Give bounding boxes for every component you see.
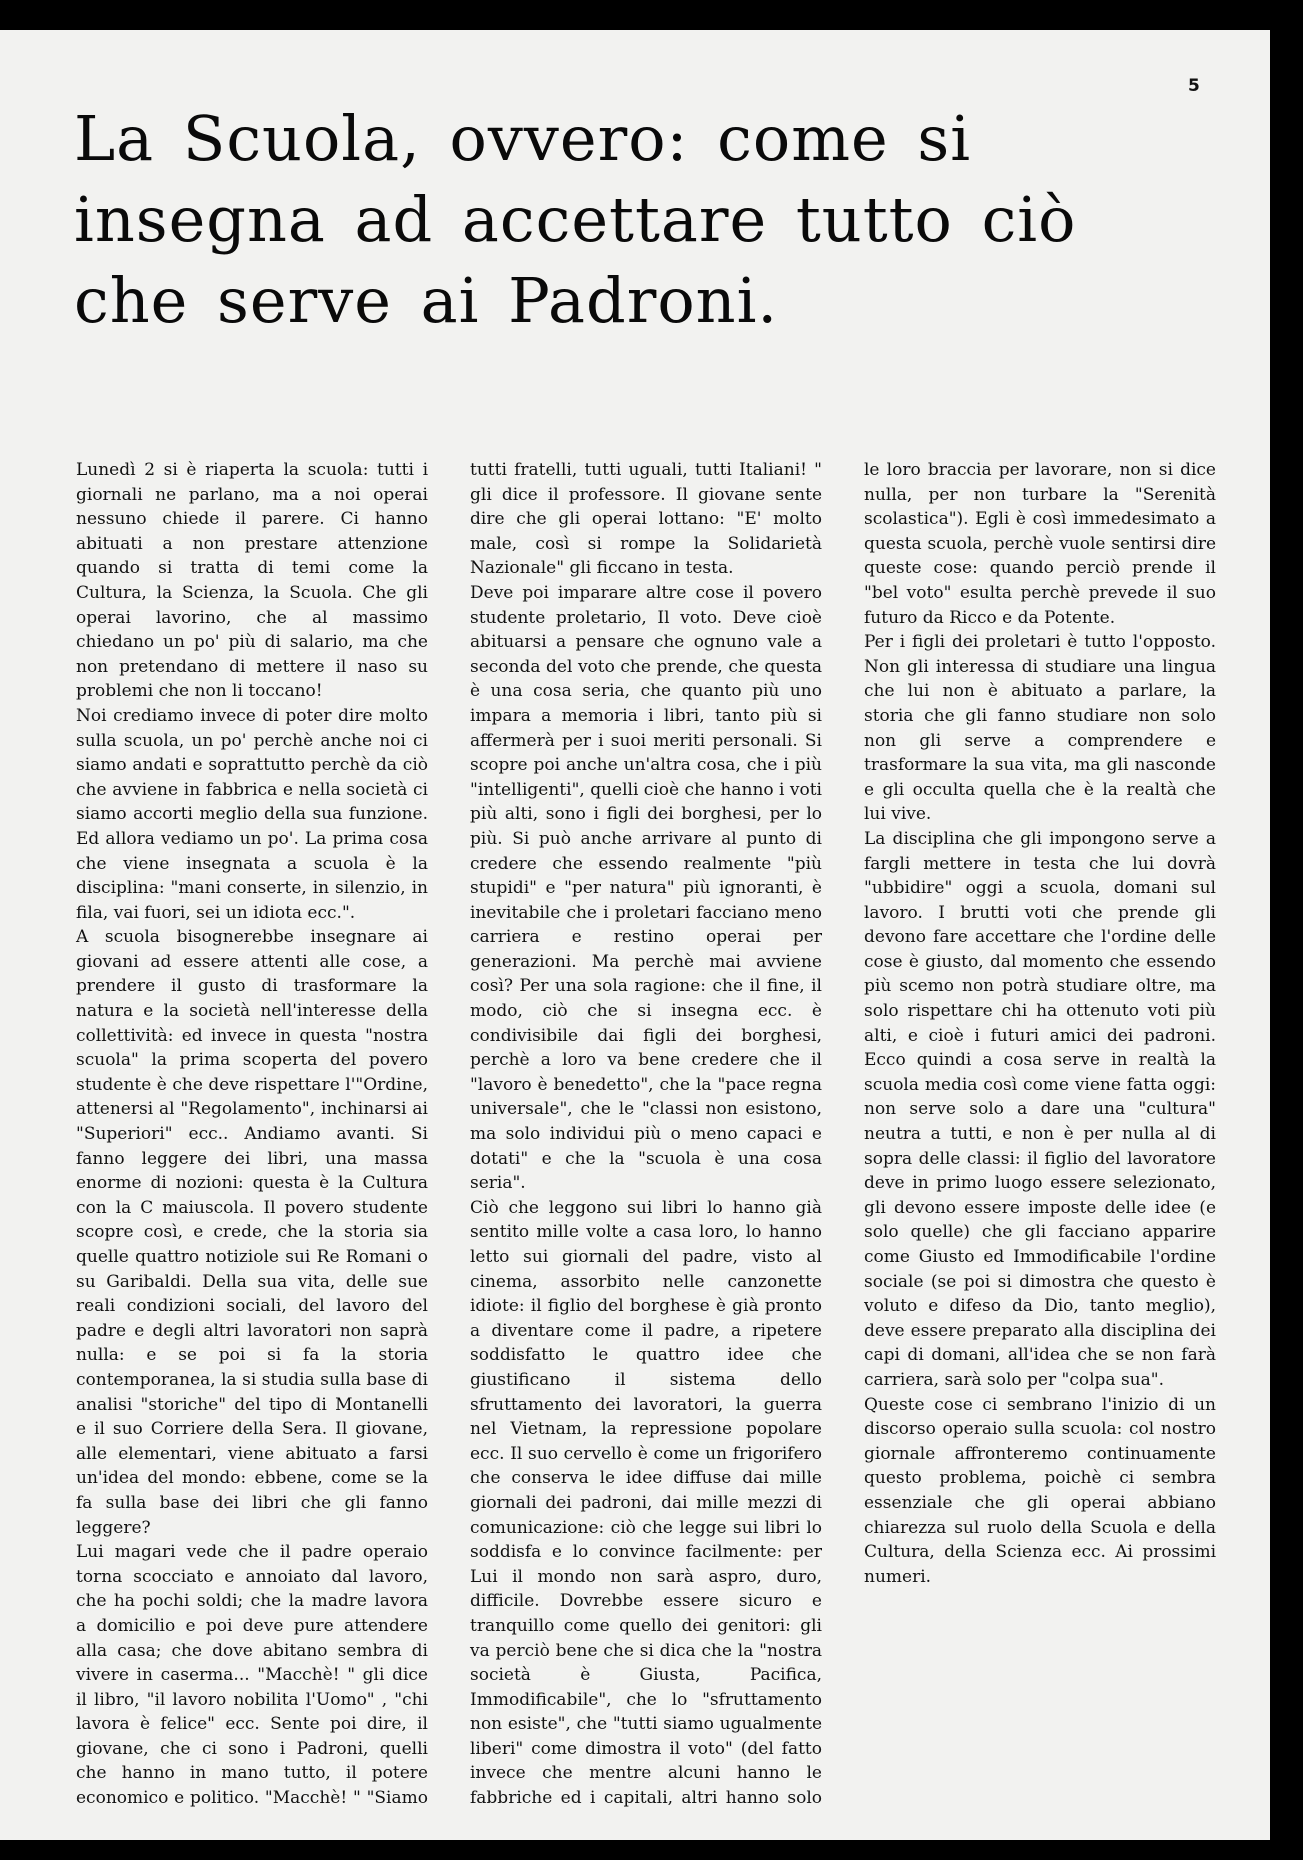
article-paragraph: Queste cose ci sembrano l'inizio di un discorso operaio sulla scuola: col nostro giornale affronteremo continuamente questo problema, poichè ci sembra essenziale che gli operai abbiano chiarezza sul ruolo della Scuola e della Cultura, della Scienza ecc. Ai prossimi numeri.: [864, 1394, 1216, 1587]
article-paragraph: A scuola bisognerebbe insegnare ai giovani ad essere attenti alle cose, a prendere il gusto di trasformare la natura e la società nell'interesse della collettività: ed invece in questa "nostra scuola" la prima scoperta del povero studente è che deve rispettare l'"Ordine, attenersi al "Regolamento", inchinarsi ai "Superiori" ecc.. Andiamo avanti. Si fanno leggere dei libri, una massa enorme di nozioni: questa è la Cultura con la C maiuscola. Il povero studente scopre così, e crede, che la storia sia quelle quattro notiziole sui Re Romani o su Garibaldi. Della sua vita, delle sue reali condizioni sociali, del lavoro del padre e degli altri lavoratori non saprà nulla: e se poi si fa la storia contemporanea, la si studia sulla base di analisi "storiche" del tipo di Montanelli e il suo Corriere della Sera. Il giovane, alle elementari, viene abituato a farsi un'idea del mondo: ebbene, come se la fa sulla base dei libri che gli fanno leggere?: [76, 927, 428, 1538]
article-paragraph: Ciò che leggono sui libri lo hanno già sentito mille volte a casa loro, lo hanno letto sui giornali del padre, visto al cinema, assorbito nelle canzonette idiote: il figlio del borghese è già pronto a diventare come il padre, a ripetere soddisfatto le quattro idee che giustificano il sistema dello sfruttamento dei lavoratori, la guerra nel Vietnam, la repressione popolare ecc. Il suo cervello è come un frigorifero che conserva le idee diffuse dai mille giornali dei padroni, dai mille mezzi di comunicazione: ciò che legge sui libri lo soddisfa e lo convince facilmente: per Lui il mondo non sarà aspro, duro, difficile. Dovrebbe essere sicuro e tranquillo come quello dei genitori: gli va perciò bene che si dica che la "nostra società è Giusta, Pacifica, Immodificabile", che lo "sfruttamento non esiste", che "tutti siamo ugualmente liberi" come dimostra il voto" (del fatto invece che mentre alcuni hanno le fabbriche ed i capitali, altri hanno solo le loro braccia per lavorare, non si dice nulla, per non turbare la "Serenità scolastica"). Egli è così immedesimato a questa scuola, perchè vuole sentirsi dire queste cose: quando perciò prende il "bel voto" esulta perchè prevede il suo futuro da Ricco e da Potente.: [470, 460, 1216, 1809]
article-headline: La Scuola, ovvero: come si insegna ad accettare tutto ciò che serve ai Padroni.: [74, 102, 1077, 337]
article-paragraph: Noi crediamo invece di poter dire molto sulla scuola, un po' perchè anche noi ci siamo andati e soprattutto perchè da ciò che avviene in fabbrica e nella società ci siamo accorti meglio della sua funzione. Ed allora vediamo un po'. La prima cosa che viene insegnata a scuola è la disciplina: "mani conserte, in silenzio, in fila, vai fuori, sei un idiota ecc.".: [76, 705, 428, 923]
article-paragraph: Per i figli dei proletari è tutto l'opposto. Non gli interessa di studiare una lingua che lui non è abituato a parlare, la storia che gli fanno studiare non solo non gli serve a comprendere e trasformare la sua vita, ma gli nasconde e gli occulta quella che è la realtà che lui vive.: [864, 632, 1216, 825]
newspaper-page: [0, 30, 1270, 1840]
article-body: [76, 458, 1216, 1818]
article-paragraph: Deve poi imparare altre cose il povero studente proletario, Il voto. Deve cioè abituarsi a pensare che ognuno vale a seconda del voto che prende, che questa è una cosa seria, che quanto più uno impara a memoria i libri, tanto più si affermerà per i suoi meriti personali. Si scopre poi anche un'altra cosa, che i più "intelligenti", quelli cioè che hanno i voti più alti, sono i figli dei borghesi, per lo più. Si può anche arrivare al punto di credere che essendo realmente "più stupidi" e "per natura" più ignoranti, è inevitabile che i proletari facciano meno carriera e restino operai per generazioni. Ma perchè mai avviene così? Per una sola ragione: che il fine, il modo, ciò che si insegna ecc. è condivisibile dai figli dei borghesi, perchè a loro va bene credere che il "lavoro è benedetto", che la "pace regna universale", che le "classi non esistono, ma solo individui più o meno capaci e dotati" e che la "scuola è una cosa seria".: [470, 582, 822, 1194]
article-paragraph: Lui magari vede che il padre operaio torna scocciato e annoiato dal lavoro, che ha pochi soldi; che la madre lavora a domicilio e poi deve pure attendere alla casa; che dove abitano sembra di vivere in caserma... "Macchè! " gli dice il libro, "il lavoro nobilita l'Uomo" , "chi lavora è felice" ecc. Sente poi dire, il giovane, che ci sono i Padroni, quelli che hanno in mano tutto, il potere economico e politico. "Macchè! " "Siamo tutti fratelli, tutti uguali, tutti Italiani! " gli dice il professore. Il giovane sente dire che gli operai lottano: "E' molto male, così si rompe la Solidarietà Nazionale" gli ficcano in testa.: [76, 460, 822, 1809]
article-paragraph: La disciplina che gli impongono serve a fargli mettere in testa che lui dovrà "ubbidire" oggi a scuola, domani sul lavoro. I brutti voti che prende gli devono fare accettare che l'ordine delle cose è giusto, dal momento che essendo più scemo non potrà studiare oltre, ma solo rispettare chi ha ottenuto voti più alti, e cioè i futuri amici dei padroni. Ecco quindi a cosa serve in realtà la scuola media così come viene fatta oggi: non serve solo a dare una "cultura" neutra a tutti, e non è per nulla al di sopra delle classi: il figlio del lavoratore deve in primo luogo essere selezionato, gli devono essere imposte delle idee (e solo quelle) che gli facciano apparire come Giusto ed Immodificabile l'ordine sociale (se poi si dimostra che questo è voluto e difeso da Dio, tanto meglio), deve essere preparato alla disciplina dei capi di domani, all'idea che se non farà carriera, sarà solo per "colpa sua".: [864, 828, 1216, 1390]
article-paragraph: Lunedì 2 si è riaperta la scuola: tutti i giornali ne parlano, ma a noi operai nessuno chiede il parere. Ci hanno abituati a non prestare attenzione quando si tratta di temi come la Cultura, la Scienza, la Scuola. Che gli operai lavorino, che al massimo chiedano un po' più di salario, ma che non pretendano di mettere il naso su problemi che non li toccano!: [76, 460, 428, 702]
page-number: 5: [1188, 76, 1200, 96]
